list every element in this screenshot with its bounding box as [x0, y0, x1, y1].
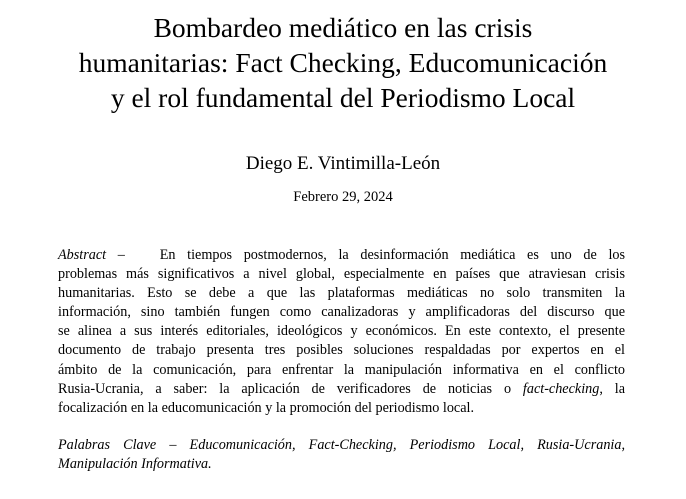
abstract-line: documento de trabajo presenta tres posibles soluciones respaldadas por expertos en el — [58, 342, 625, 359]
abstract-text: , la — [599, 380, 625, 397]
abstract-line: ámbito de la comunicación, para enfrentar la manipulación informativa en el conflicto — [58, 361, 625, 378]
keywords-line: Manipulación Informativa. — [58, 456, 212, 473]
abstract-text: Rusia-Ucrania, a saber: la aplicación de verificadores de noticias o — [58, 380, 512, 397]
title-line: y el rol fundamental del Periodismo Local — [110, 82, 576, 113]
keywords-line: Palabras Clave – Educomunicación, Fact-Checking, Periodismo Local, Rusia-Ucrania, — [58, 437, 625, 453]
abstract-emphasis: fact-checking — [522, 380, 600, 397]
abstract-line: problemas más significativos a nivel global, especialmente en países que atraviesan crisis — [58, 266, 625, 283]
publication-date: Febrero 29, 2024 — [293, 189, 393, 205]
abstract-line: focalización en la educomunicación y la promoción del periodismo local. — [58, 399, 475, 416]
abstract-line: humanitarias. Esto se debe a que las plataformas mediáticas no solo transmiten la — [58, 285, 625, 302]
title-line: humanitarias: Fact Checking, Educomunicación — [78, 47, 608, 78]
abstract-line — [58, 246, 625, 265]
author-name: Diego E. Vintimilla-León — [245, 153, 441, 174]
paper-title — [40, 10, 646, 115]
keywords-section — [58, 436, 625, 474]
abstract-text: En tiempos postmodernos, la desinformación mediática es uno de los — [159, 247, 626, 263]
abstract-label: Abstract – — [58, 247, 125, 263]
abstract-line: se alinea a sus interés editoriales, ideológicos y económicos. En este contexto, el presente — [58, 323, 625, 340]
abstract-line: información, sino también fungen como canalizadoras y amplificadoras del discurso que — [58, 304, 625, 321]
abstract-line — [58, 380, 625, 399]
abstract-section — [58, 246, 625, 418]
title-line: Bombardeo mediático en las crisis — [153, 12, 533, 43]
